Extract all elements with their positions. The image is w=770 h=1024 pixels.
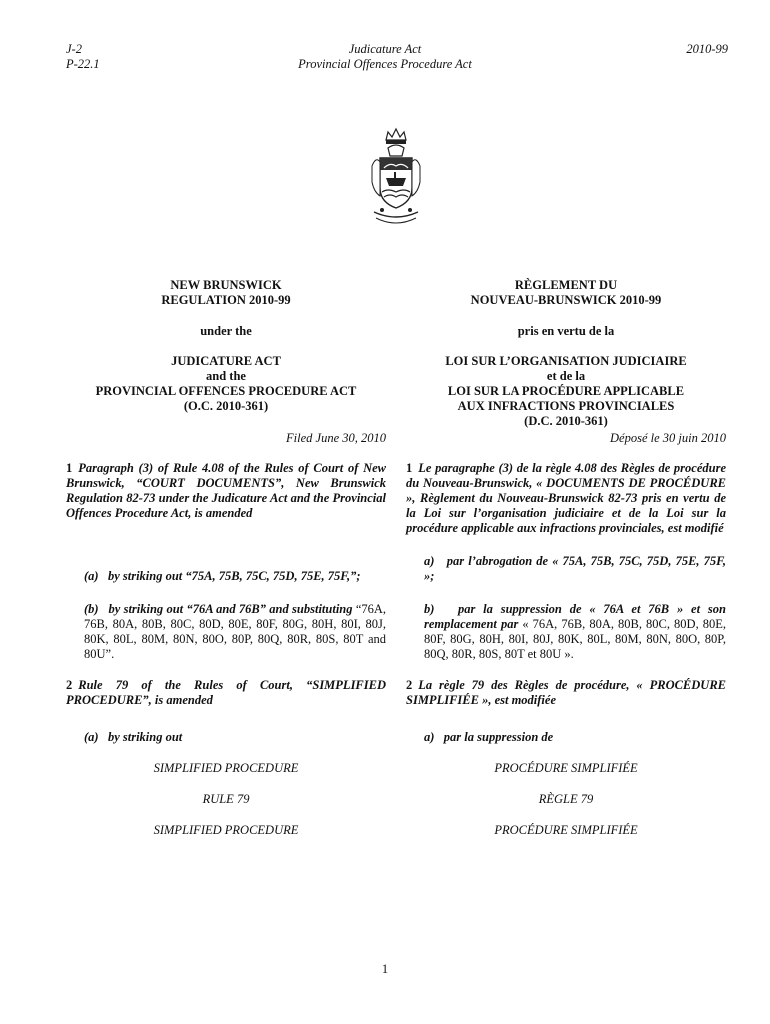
clause-b-fr-substitution: « 76A, 76B, 80A, 80B, 80C, 80D, 80E, 80F, 80G, 80H, 80I, 80J, 80K, 80L, 80M, 80N, 80O, 80P, 80Q, 80R, 80S, 80T et 80U ».	[424, 617, 727, 661]
header-act-title-2: Provincial Offences Procedure Act	[298, 57, 472, 71]
enabling-act-fr-2b: AUX INFRACTIONS PROVINCIALES	[457, 399, 675, 413]
section-1-fr	[406, 461, 726, 536]
enabling-act-2: PROVINCIAL OFFENCES PROCEDURE ACT	[95, 384, 357, 398]
section-1-clause-a	[66, 569, 386, 584]
clause-b-label: (b)	[84, 602, 99, 616]
regulation-title-line-1: NEW BRUNSWICK	[170, 278, 282, 292]
clause-a-label: (a)	[84, 569, 99, 583]
clause-b-fr-lead: par la suppression de « 76A et 76B » et son remplacement par	[424, 602, 726, 631]
header-regulation-number: 2010-99	[686, 42, 728, 56]
section-2-text: Rule 79 of the Rules of Court, “SIMPLIFIED PROCEDURE”, is amended	[66, 678, 386, 707]
clause-a-text: by striking out “75A, 75B, 75C, 75D, 75E, 75F,”;	[107, 569, 361, 583]
english-column	[66, 278, 386, 854]
section-1-fr-clause-b	[406, 602, 726, 662]
clause-b-fr-label: b)	[424, 602, 435, 616]
section-2-fr	[406, 678, 726, 708]
section-1-text: Paragraph (3) of Rule 4.08 of the Rules of Court of New Brunswick, “COURT DOCUMENTS”, New Brunswick Regulation 82-73 under the Judicature Act and the Provincial Offences Procedure Act, is amended	[66, 461, 386, 520]
clause-a2-text: by striking out	[107, 730, 183, 744]
section-1	[66, 461, 386, 521]
header-center	[0, 42, 770, 72]
enabling-act-fr-2a: LOI SUR LA PROCÉDURE APPLICABLE	[447, 384, 685, 398]
section-1-clause-b	[66, 602, 386, 662]
regulation-title-line-2: REGULATION 2010-99	[161, 293, 291, 307]
regulation-title-fr	[406, 278, 726, 324]
enabling-act-fr-conjunction: et de la	[546, 369, 586, 383]
section-2-fr-number: 2	[406, 678, 413, 692]
struck-heading-1: SIMPLIFIED PROCEDURE	[153, 761, 299, 775]
enabling-acts-fr	[406, 354, 726, 431]
section-1-fr-clause-a	[406, 554, 726, 584]
enabling-act-fr-1: LOI SUR L’ORGANISATION JUDICIAIRE	[445, 354, 687, 368]
struck-heading-fr-3: PROCÉDURE SIMPLIFIÉE	[494, 823, 638, 837]
section-2-number: 2	[66, 678, 73, 692]
section-1-number: 1	[66, 461, 73, 475]
filed-date: Filed June 30, 2010	[286, 431, 386, 445]
clause-b-substitution: “76A, 76B, 80A, 80B, 80C, 80D, 80E, 80F, 80G, 80H, 80I, 80J, 80K, 80L, 80M, 80N, 80O, 80P, 80Q, 80R, 80S, 80T and 80U”.	[84, 602, 387, 661]
enabling-acts	[66, 354, 386, 431]
order-in-council: (O.C. 2010-361)	[183, 399, 269, 413]
regulation-title-fr-line-1: RÈGLEMENT DU	[514, 278, 618, 292]
order-in-council-fr: (D.C. 2010-361)	[524, 414, 608, 428]
filed-date-fr: Déposé le 30 juin 2010	[610, 431, 726, 445]
clause-a2-fr-text: par la suppression de	[443, 730, 554, 744]
clause-a2-label: (a)	[84, 730, 99, 744]
section-1-fr-text: Le paragraphe (3) de la règle 4.08 des Règles de procédure du Nouveau-Brunswick, « DOCUMENTS DE PROCÉDURE », Règlement du Nouveau-Brunswick 82-73 pris en vertu de la Loi sur l’organisation judiciaire et de la Loi sur la procédure applicable aux infractions provinciales, est modifié	[406, 461, 726, 535]
header-act-title-1: Judicature Act	[348, 42, 422, 56]
section-2-clause-a	[66, 730, 386, 745]
clause-a-fr-label: a)	[424, 554, 435, 568]
struck-heading-fr-1: PROCÉDURE SIMPLIFIÉE	[494, 761, 638, 775]
struck-heading-2: RULE 79	[202, 792, 250, 806]
header-chapter-p: P-22.1	[66, 57, 100, 71]
struck-heading-3: SIMPLIFIED PROCEDURE	[153, 823, 299, 837]
section-2	[66, 678, 386, 708]
coat-of-arms-icon	[368, 126, 424, 232]
clause-a2-fr-label: a)	[424, 730, 435, 744]
under-the-fr: pris en vertu de la	[517, 324, 615, 338]
page-number: 1	[381, 962, 389, 976]
struck-heading-fr-2: RÈGLE 79	[538, 792, 594, 806]
enabling-act-conjunction: and the	[206, 369, 246, 383]
header-chapter-j: J-2	[66, 42, 82, 56]
regulation-title	[66, 278, 386, 324]
clause-b-lead: by striking out “76A and 76B” and substituting	[108, 602, 353, 616]
section-2-fr-clause-a	[406, 730, 726, 745]
clause-a-fr-text: par l’abrogation de « 75A, 75B, 75C, 75D, 75E, 75F, »;	[424, 554, 726, 583]
under-the: under the	[200, 324, 252, 338]
french-column	[406, 278, 726, 854]
enabling-act-1: JUDICATURE ACT	[171, 354, 281, 368]
section-2-fr-text: La règle 79 des Règles de procédure, « PROCÉDURE SIMPLIFIÉE », est modifiée	[406, 678, 726, 707]
regulation-title-fr-line-2: NOUVEAU-BRUNSWICK 2010-99	[470, 293, 662, 307]
section-1-fr-number: 1	[406, 461, 413, 475]
